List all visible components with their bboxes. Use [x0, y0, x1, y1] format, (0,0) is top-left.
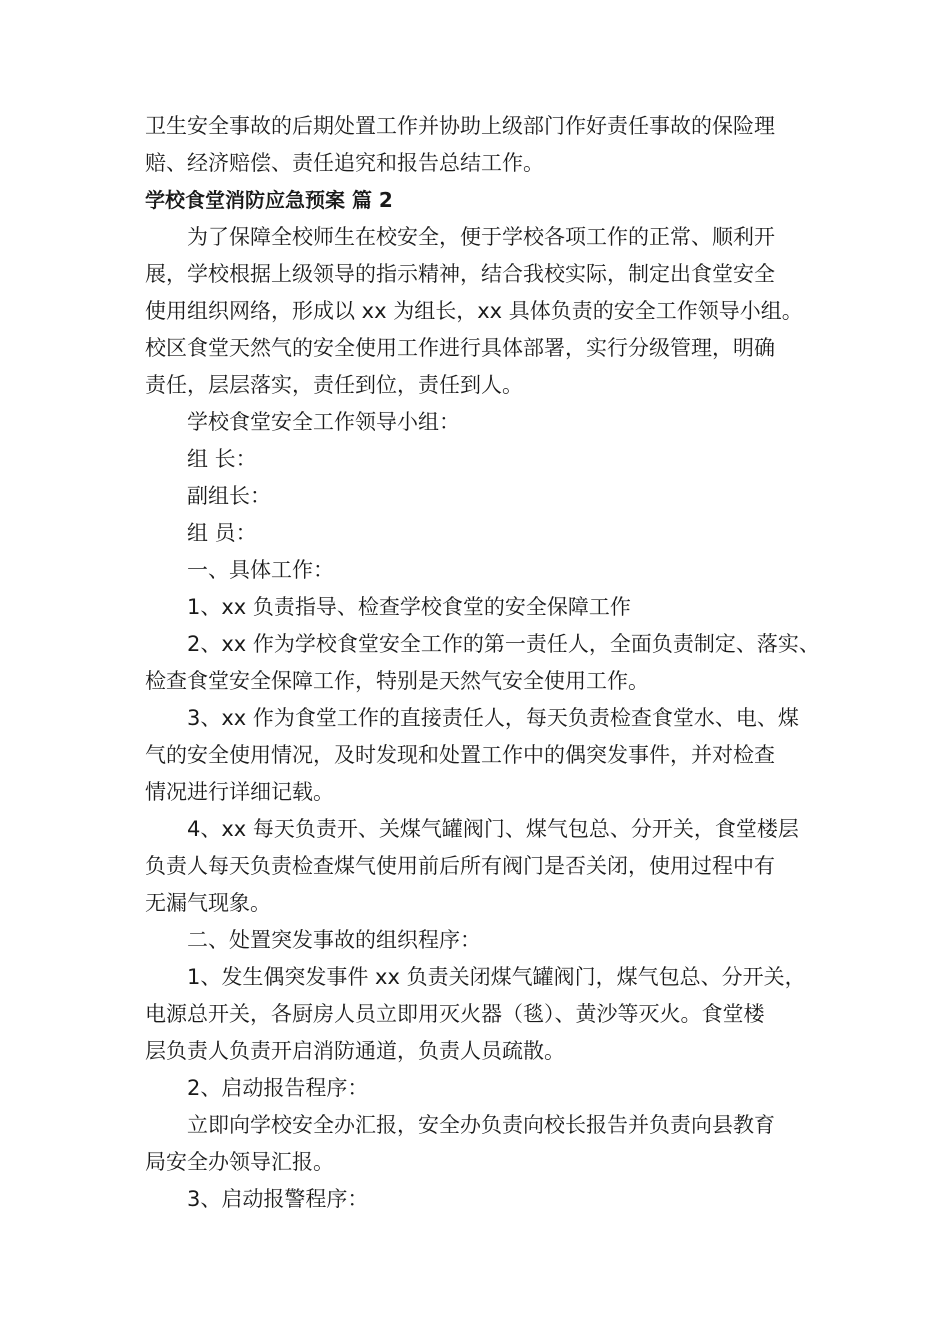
- text-line: 气的安全使用情况，及时发现和处置工作中的偶突发事件，并对检查: [145, 743, 775, 767]
- document-page: [145, 108, 825, 1218]
- text-line: 3、xx 作为食堂工作的直接责任人，每天负责检查食堂水、电、煤: [187, 706, 799, 730]
- text-line: 2、启动报告程序：: [187, 1076, 369, 1100]
- text-line: 1、发生偶突发事件 xx 负责关闭煤气罐阀门，煤气包总、分开关，: [187, 965, 806, 989]
- text-line: 电源总开关，各厨房人员立即用灭火器（毯）、黄沙等灭火。食堂楼: [145, 1002, 765, 1026]
- text-line: 责任，层层落实，责任到位，责任到人。: [145, 373, 523, 397]
- text-line: 无漏气现象。: [145, 891, 271, 915]
- text-line: 一、具体工作：: [187, 558, 334, 582]
- text-line: 立即向学校安全办汇报，安全办负责向校长报告并负责向县教育: [187, 1113, 775, 1137]
- text-line: 1、xx 负责指导、检查学校食堂的安全保障工作: [187, 595, 631, 619]
- text-line: 组 员：: [187, 521, 257, 545]
- text-line: 4、xx 每天负责开、关煤气罐阀门、煤气包总、分开关，食堂楼层: [187, 817, 799, 841]
- text-line: 展，学校根据上级领导的指示精神，结合我校实际，制定出食堂安全: [145, 262, 775, 286]
- text-line: 3、启动报警程序：: [187, 1187, 369, 1211]
- text-line: 校区食堂天然气的安全使用工作进行具体部署，实行分级管理，明确: [145, 336, 775, 360]
- text-line: 副组长：: [187, 484, 271, 508]
- section-heading: 学校食堂消防应急预案 篇 2: [145, 188, 393, 212]
- text-line: 2、xx 作为学校食堂安全工作的第一责任人，全面负责制定、落实、: [187, 632, 820, 656]
- text-line: 检查食堂安全保障工作，特别是天然气安全使用工作。: [145, 669, 649, 693]
- text-line: 卫生安全事故的后期处置工作并协助上级部门作好责任事故的保险理: [145, 114, 775, 138]
- text-line: 赔、经济赔偿、责任追究和报告总结工作。: [145, 151, 544, 175]
- text-line: 负责人每天负责检查煤气使用前后所有阀门是否关闭，使用过程中有: [145, 854, 775, 878]
- text-line: 为了保障全校师生在校安全，便于学校各项工作的正常、顺利开: [187, 225, 775, 249]
- text-line: 使用组织网络，形成以 xx 为组长，xx 具体负责的安全工作领导小组。: [145, 299, 803, 323]
- text-line: 学校食堂安全工作领导小组：: [187, 410, 460, 434]
- text-line: 局安全办领导汇报。: [145, 1150, 334, 1174]
- text-line: 层负责人负责开启消防通道，负责人员疏散。: [145, 1039, 565, 1063]
- text-line: 组 长：: [187, 447, 257, 471]
- text-line: 情况进行详细记载。: [145, 780, 334, 804]
- text-line: 二、处置突发事故的组织程序：: [187, 928, 481, 952]
